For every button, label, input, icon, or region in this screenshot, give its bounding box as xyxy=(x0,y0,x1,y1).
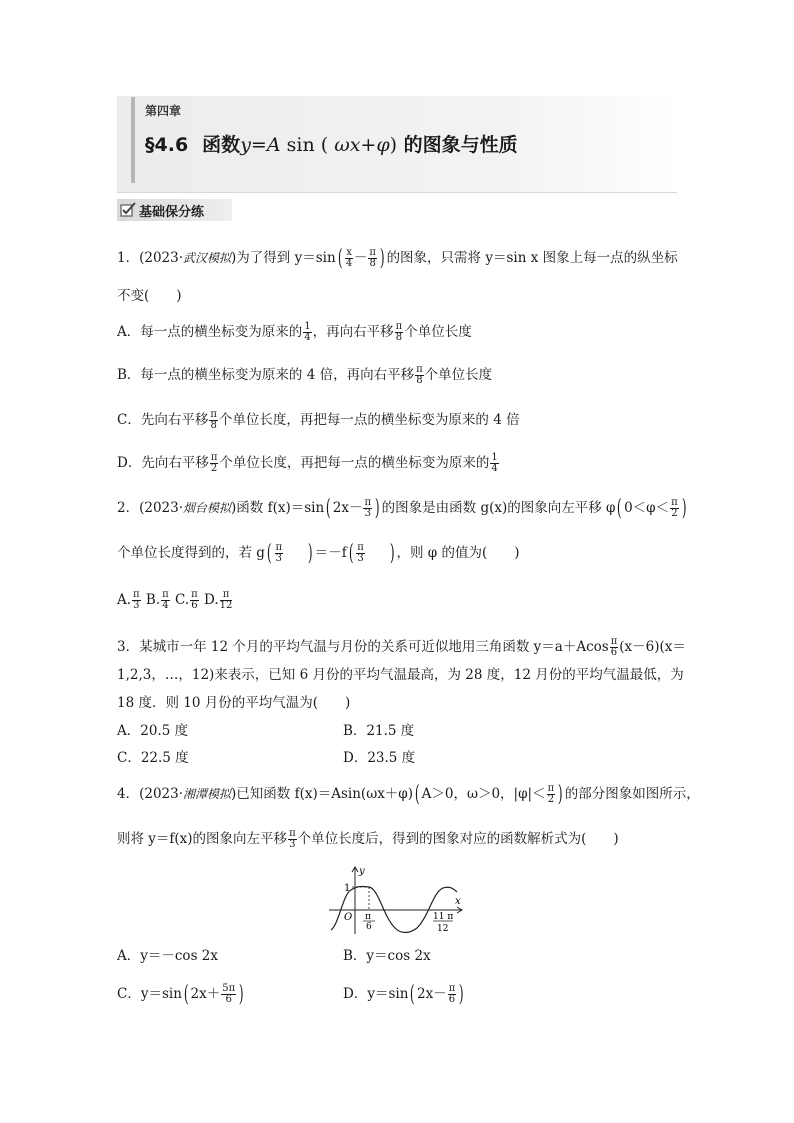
q3-option-d[interactable]: D．23.5 度 xyxy=(343,750,416,766)
q3-stem: 3．某城市一年 12 个月的平均气温与月份的关系可近似地用三角函数 y＝a＋Acos $\frac{\pi}{6}$ (x－6)(x＝ xyxy=(117,636,686,658)
q2-option-c[interactable]: C. $\frac{\pi}{6}$ xyxy=(175,589,198,611)
graph-one-label: 1 xyxy=(344,883,351,894)
q1-option-d[interactable]: D．先向右平移 $\frac{\pi}{2}$ 个单位长度，再把每一点的横坐标变为原来的 $\frac{1}{4}$ xyxy=(117,452,498,474)
header-accent-bar xyxy=(131,97,135,183)
q3-option-c[interactable]: C．22.5 度 xyxy=(117,750,189,766)
q3-stem-line2: 1,2,3，…，12)来表示，已知 6 月份的平均气温最高，为 28 度，12 月份的平均气温最低，为 xyxy=(117,667,684,683)
q1-option-a[interactable]: A．每一点的横坐标变为原来的 $\frac{1}{4}$ ，再向右平移 $\frac{\pi}{8}$ 个单位长度 xyxy=(117,321,472,343)
q1-stem: 1．(2023·武汉模拟)为了得到 y＝sin( $\frac{x}{4}$ － $\frac{\pi}{8}$ ) 的图象，只需将 y＝sin x 图象上每一点的纵坐标 xyxy=(117,245,678,271)
q2-stem: 2．(2023·烟台模拟)函数 f(x)＝sin( 2x－ $\frac{\pi}{3}$ ) 的图象是由函数 g(x)的图象向左平移 φ( 0＜φ＜ $\frac{\pi}{2}$ ) xyxy=(117,495,687,521)
q2-stem-cont: 个单位长度得到的，若 g( $\frac{\pi}{3}$ ) ＝－f( $\frac{\pi}{3}$ ) ，则 φ 的值为( ) xyxy=(117,540,520,566)
graph-x-label: x xyxy=(455,896,461,907)
q1-stem-cont: 不变( ) xyxy=(117,288,182,304)
q2-options xyxy=(117,590,233,611)
graph-y-label: y xyxy=(359,866,365,877)
q2-option-a[interactable]: A. $\frac{\pi}{3}$ xyxy=(117,589,140,611)
graph-tick-pi6-num: π xyxy=(365,912,371,922)
q4-option-d[interactable]: D．y＝sin( 2x－ $\frac{\pi}{6}$ ) xyxy=(343,981,464,1007)
section-number: §4.6 xyxy=(145,134,189,156)
q3-stem-line3: 18 度．则 10 月份的平均气温为( ) xyxy=(117,695,351,711)
graph-tick-11pi12-num: 11 π xyxy=(433,912,454,922)
q4-option-c[interactable]: C．y＝sin( 2x＋ $\frac{5\pi}{6}$ ) xyxy=(117,981,244,1007)
page-title: §4.6 函数y=A sin ( ωx+φ) 的图象与性质 xyxy=(145,134,518,156)
q4-stem: 4．(2023·湘潭模拟)已知函数 f(x)＝Asin(ωx＋φ)( A＞0，ω＞0，|φ|＜ $\frac{\pi}{2}$ ) 的部分图象如图所示， xyxy=(117,781,700,807)
q4-stem-cont: 则将 y＝f(x)的图象向左平移 $\frac{\pi}{3}$ 个单位长度后，得到的图象对应的函数解析式为( ) xyxy=(117,828,619,850)
checkbox-check-icon xyxy=(120,202,136,218)
q4-sine-graph xyxy=(325,864,465,936)
q4-option-b[interactable]: B．y＝cos 2x xyxy=(343,948,431,964)
graph-tick-pi6-den: 6 xyxy=(366,922,372,932)
graph-origin-label: O xyxy=(344,912,353,923)
section-label: 基础保分练 xyxy=(139,204,205,220)
q1-option-c[interactable]: C．先向右平移 $\frac{\pi}{8}$ 个单位长度，再把每一点的横坐标变为原来的 4 倍 xyxy=(117,409,520,431)
header-divider xyxy=(117,192,677,193)
q1-option-b[interactable]: B．每一点的横坐标变为原来的 4 倍，再向右平移 $\frac{\pi}{8}$ 个单位长度 xyxy=(117,364,493,386)
section-tag xyxy=(117,199,204,221)
q3-option-a[interactable]: A．20.5 度 xyxy=(117,723,189,739)
graph-tick-11pi12-den: 12 xyxy=(437,924,449,934)
q2-option-d[interactable]: D. $\frac{\pi}{12}$ xyxy=(204,589,233,611)
q3-option-b[interactable]: B．21.5 度 xyxy=(343,723,415,739)
q2-option-b[interactable]: B. $\frac{\pi}{4}$ xyxy=(145,589,169,611)
q4-option-a[interactable]: A．y＝－cos 2x xyxy=(117,948,218,964)
chapter-label: 第四章 xyxy=(145,104,182,118)
